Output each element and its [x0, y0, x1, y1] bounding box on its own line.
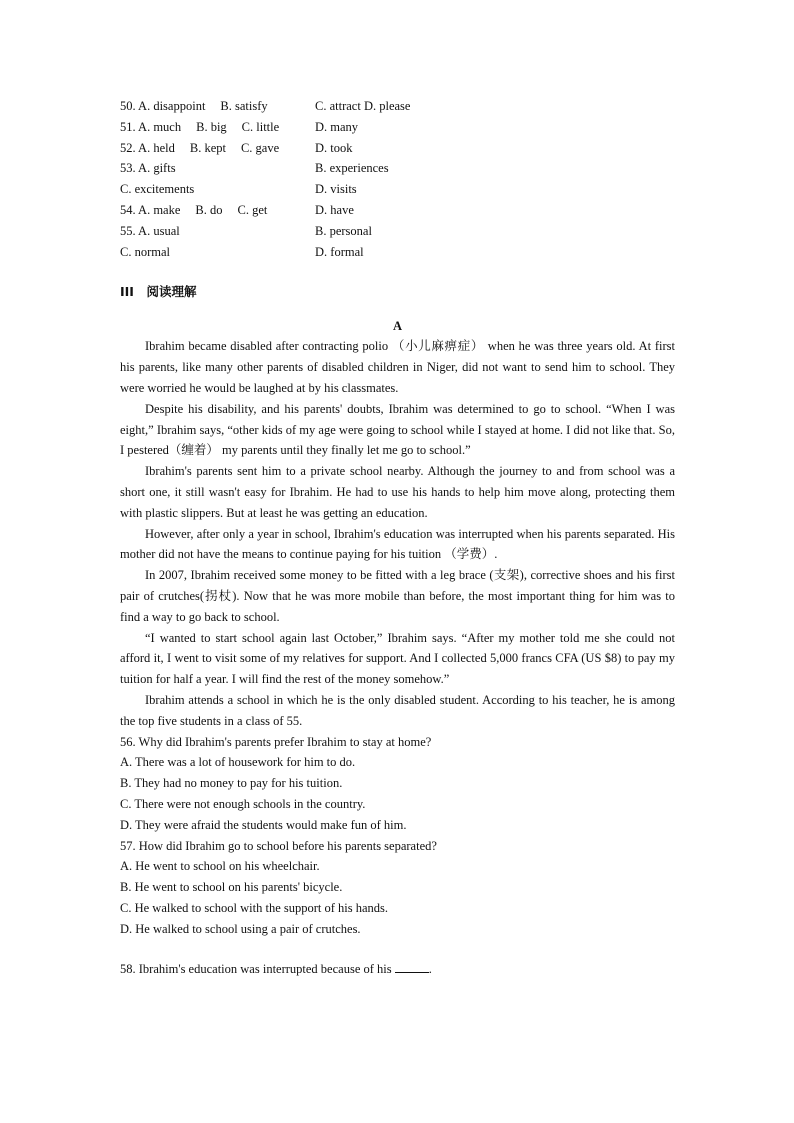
answer-blank[interactable]	[395, 960, 429, 973]
option-item: B. satisfy	[220, 99, 268, 113]
option-col-left	[120, 242, 315, 263]
option-row	[120, 117, 675, 138]
question-option[interactable]: B. He went to school on his parents' bicycle.	[120, 880, 343, 895]
option-col-left	[120, 221, 315, 242]
passage-paragraph: Ibrahim's parents sent him to a private school nearby. Although the journey to and from school was a short one, it still wasn't easy for Ibrahim. He had to use his hands to help him move along, protecting them with plastic slippers. But at least he was getting an education.	[120, 464, 675, 520]
option-row	[120, 200, 675, 221]
option-col-left	[120, 138, 315, 159]
passage-paragraph: Despite his disability, and his parents' doubts, Ibrahim was determined to go to school. “When I was eight,” Ibrahim says, “other kids of my age were going to school while I stayed at home. I did not like that. So, I pestered（缠着） my parents until they finally let me go to school.”	[120, 401, 675, 458]
question-option[interactable]: A. He went to school on his wheelchair.	[120, 859, 320, 874]
content-column	[120, 96, 675, 980]
option-col-right: D. formal	[315, 244, 364, 259]
option-col-left	[120, 179, 315, 200]
question-58	[120, 959, 675, 980]
option-item: 50. A. disappoint	[120, 99, 206, 113]
option-row	[120, 138, 675, 159]
cloze-options	[120, 96, 675, 262]
option-item: 51. A. much	[120, 119, 182, 134]
option-col-right: D. took	[315, 140, 353, 155]
option-col-right: D. have	[315, 202, 354, 217]
passage-paragraph: In 2007, Ibrahim received some money to be fitted with a leg brace (支架), corrective shoes and his first pair of crutches(拐杖). Now that he was more mobile than before, the most important thing for him was to find a way to go back to school.	[120, 568, 675, 624]
option-item: C. little	[241, 119, 280, 134]
passage-title: A	[392, 319, 403, 334]
question-list	[120, 732, 675, 940]
passage-paragraph: However, after only a year in school, Ibrahim's education was interrupted when his parents separated. His mother did not have the means to continue paying for his tuition （学费）.	[120, 526, 675, 562]
option-col-right: D. many	[315, 119, 359, 134]
option-col-right: C. attract D. please	[315, 99, 411, 113]
passage-paragraph: “I wanted to start school again last October,” Ibrahim says. “After my mother told me she could not afford it, I went to visit some of my relatives for support. And I collected 5,000 francs CFA (US $8) to pay my tuition for half a year. I will find the rest of the money somehow.”	[120, 630, 675, 687]
question-option[interactable]: D. They were afraid the students would make fun of him.	[120, 817, 407, 832]
question-option[interactable]: D. He walked to school using a pair of crutches.	[120, 921, 361, 936]
question-end-punct: .	[428, 962, 432, 977]
question-stem: 58. Ibrahim's education was interrupted because of his	[120, 962, 392, 977]
option-col-left	[120, 117, 315, 138]
question-option[interactable]: C. He walked to school with the support of his hands.	[120, 900, 389, 915]
option-item: 54. A. make	[120, 202, 181, 217]
passage-paragraph: Ibrahim attends a school in which he is the only disabled student. According to his teacher, he is among the top five students in a class of 55.	[120, 692, 675, 728]
option-row	[120, 179, 675, 200]
question-stem: 56. Why did Ibrahim's parents prefer Ibrahim to stay at home?	[120, 734, 432, 749]
question-stem: 57. How did Ibrahim go to school before his parents separated?	[120, 838, 437, 853]
option-col-left	[120, 158, 315, 179]
option-row	[120, 221, 675, 242]
option-row	[120, 96, 675, 117]
option-item: C. get	[237, 202, 268, 217]
option-item: 53. A. gifts	[120, 161, 176, 176]
option-col-left	[120, 200, 315, 221]
option-col-right: B. personal	[315, 223, 372, 238]
option-item: B. kept	[189, 140, 226, 155]
option-row	[120, 158, 675, 179]
option-item: 55. A. usual	[120, 223, 180, 238]
question-option[interactable]: B. They had no money to pay for his tuition.	[120, 776, 343, 791]
passage-paragraph: Ibrahim became disabled after contracting polio （小儿麻痹症） when he was three years old. At first his parents, like many other parents of disabled children in Niger, did not want to send him to school. They were worried he would be laughed at by his classmates.	[120, 339, 675, 395]
option-item: C. normal	[120, 244, 170, 259]
option-col-right: B. experiences	[315, 161, 389, 176]
option-item: B. big	[196, 119, 227, 134]
question-option[interactable]: A. There was a lot of housework for him to do.	[120, 755, 356, 770]
question-option[interactable]: C. There were not enough schools in the country.	[120, 796, 366, 811]
option-item: C. gave	[240, 140, 280, 155]
option-item: C. excitements	[120, 182, 195, 197]
option-col-right: D. visits	[315, 182, 357, 197]
option-row	[120, 242, 675, 263]
section-heading: III 阅读理解	[120, 284, 197, 300]
option-item: B. do	[195, 202, 223, 217]
passage-body	[120, 336, 675, 731]
option-col-left	[120, 96, 315, 117]
option-item: 52. A. held	[120, 140, 175, 155]
